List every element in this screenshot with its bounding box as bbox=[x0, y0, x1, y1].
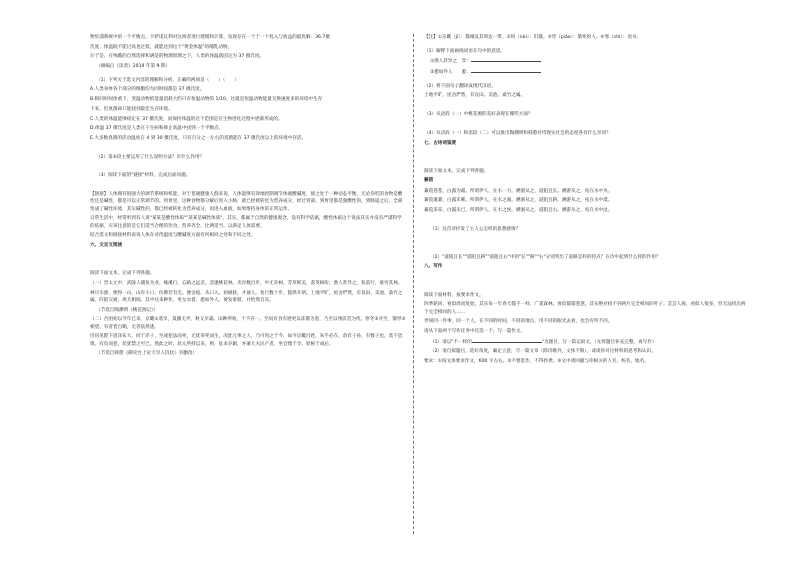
option-e: E.大多数真菌的活动温度在 4 到 30 摄氏度，只有百分之一左右的真菌能在 37 摄氏度以上的环境中存活。 bbox=[90, 135, 307, 141]
word-item-1: ①渔人甚异之 异： bbox=[424, 57, 749, 65]
writing-material-2: 世间同一件事，同一个人，在不同的时间，不同的地点，用不同的眼光去看，也会有所不同。 bbox=[424, 319, 613, 325]
passage-line: ⑪于是，在残酷的自然选择和满是的物理原理之下，人类的体温就固定为 37 摄氏度。 bbox=[90, 54, 265, 60]
writing-instruction: 阅读下面材料，按要求作文。 bbox=[424, 292, 484, 298]
writing-task-2: （2）请自拟题目，选好角度，确定立意，写一篇文章（除诗歌外，文体不限），谈谈你对这材料的思考和认识。 bbox=[430, 349, 656, 355]
poem-stanza-1: 蒹葭苍苍，白露为霜。所谓伊人，在水一方。溯洄从之，道阻且长。溯游从之，宛在水中央。 bbox=[424, 188, 613, 194]
source-note: （摘编自《读者》2019 年第 9 期） bbox=[96, 64, 171, 70]
question-translate: （2）将下面句子翻译成现代汉语。 bbox=[424, 83, 496, 89]
writing-task-intro: 请从下面两个写作任务中任选一个，写一篇作文。 bbox=[424, 328, 526, 334]
writing-requirements: 要求：①按文体要求作文，600 字左右。②不要套作，不得抄袭。③文中请回避与你相关的人名、校名、地名。 bbox=[424, 358, 649, 364]
writing-material-1: 四季轮回，看似周而复始，其实每一年春天都不一样；广袤森林，看似郁郁葱葱，其实绝对找不到两片完全相同的叶子；芸芸人海，看似人很多，但无法找出两个完全相同的人…… bbox=[424, 302, 746, 315]
poem-question-1: （1）这首诗抒发了主人公怎样的思想感情？ bbox=[430, 226, 521, 232]
section-eight-heading: 八、写作 bbox=[424, 264, 443, 270]
poem-title: 蒹葭 bbox=[424, 178, 434, 184]
question-4-right: （4）从语段（一）和语段（二）可以推出陶渊明和韩愈对待现实社会的态度各有什么异同？ bbox=[424, 130, 611, 136]
option-a: A.人类身体各个部分的细胞均为同时间都是 37 摄氏度。 bbox=[90, 87, 205, 93]
classical-passage-2: （二）吾团初以今年已来，京畿①遥旱，夏播无弄，秋又早霜。田种所收，十不存一。至闰有食有逐更以冻饿为患，乃至以残饥荒为忧，寒冬②并至，饿殍③相望。有者皆自锄，无者依然逃。 bbox=[90, 317, 406, 330]
question-word-explain: （1）解释下面画线词语在句中的意思。 bbox=[424, 48, 506, 54]
poem-stanza-3: 蒹葭采采，白露未已。所谓伊人，在水之涘。溯洄从之，道阻且右。溯游从之，宛在水中沚。 bbox=[424, 208, 613, 214]
classical-passage-1b: 林尽水源，便得一山，山有小口，仿佛若有光。便舍船，从口入。初极狭，才通人。复行数十步，豁然开朗。土地平旷，屋舍俨然，有良田、美池、桑竹之属。阡陌交通，鸡犬相闻。其中往来种作，男女衣着，悉如外人。黄发垂髫，并怡然自乐。 bbox=[90, 290, 403, 303]
translate-sentence: 土地平旷，屋舍俨然，有良田、美池、桑竹之属。 bbox=[424, 93, 526, 99]
word-item-2: ②悉如外人 悉： bbox=[424, 68, 749, 76]
poem-stanza-2: 蒹葭萋萋，白露未晞。所谓伊人，在水之湄。溯洄从之，道阻且跻。溯游从之，宛在水中坻。 bbox=[424, 198, 613, 204]
passage-line: 物於浦系统中的一个平衡点。卡萨诺瓦利对这两者进行建模和计算，发现存在一个于一个投入与收益的最优解：36.7摄 bbox=[90, 35, 330, 40]
reading-instruction: 阅读下面文本，完成下列各题。 bbox=[90, 271, 155, 277]
question-3-right: （3）从语段（一）中桃花源的美好表现在哪些方面？ bbox=[424, 112, 533, 118]
option-b-cont: 下来，但真菌却只能找到最佳生存环境。 bbox=[90, 106, 173, 112]
question-2: （2）第⑥段主要运用了什么说明方法？有什么作用？ bbox=[96, 154, 205, 160]
classical-passage-1: （一）晋太元中，武陵人捕鱼为业。缘溪行，忘路之远近。忽逢桃花林，夹岸数百步，中无杂树，芳草鲜美，落英缤纷。渔人甚异之，复前行，欲穷其林。 bbox=[90, 280, 403, 286]
reading-instruction: 阅读下面文本，完成下列各题。 bbox=[424, 168, 489, 174]
link-question: 结合选文和链接材料说说人体在对待温度与酸碱度方面有何相同之处和不同之处。 bbox=[90, 233, 256, 239]
question-3: （3）阅读下面的"链接"材料，完成后面问题。 bbox=[96, 173, 191, 179]
classical-passage-2b: 臣窃见陛下恩泽布大，同于赤子，至或犯法而死，尤犹罪死而生。况此元事之人，乃可用之于今，如今京畿百姓，朱半必在，余有子孙，有数子也，莫不恐惧。有负而犯，状犹禁之可已。然此之时，状元所持以来，则，征求存剿，并兼大夫民产者，坐宜惯于令。原候于成后。 bbox=[90, 334, 403, 347]
column-divider bbox=[413, 34, 414, 534]
title-blank[interactable] bbox=[472, 338, 542, 343]
poem-question-2: （2）"道阻且长""道阻且跻""道阻且右"中的"长""跻""右"分别突出了道路怎样的特点？在诗中起到什么样的作用？ bbox=[430, 254, 661, 260]
answer-blank[interactable] bbox=[471, 68, 541, 73]
link-material: 【链接】人体拥有很强大的调节系统和机能，对于普通健康人群来说，人体能够有效地控制调节体液酸碱度，使之处于一种动态平衡，无论你吃的食物是酸性还是碱性，都是可以正常调节的。到胃里，这种食物都分解后进入小肠，就已经被转化为营养成分，经过胃部、到胃里都是强酸性的，到肠道之后，全部变成了碱性环境，其实碱性的，都已经被转化为营养成分，再进入血液，如果维持身体的正常运作。 bbox=[90, 191, 403, 212]
passage-line: 氏度。体温既不能过高也过低，就能达到这个"黄金体温"的哺乳动物。 bbox=[90, 44, 233, 50]
question-1: （1）下列关于选文内容的理解和分析，正确的两项是（ ）（ ） bbox=[96, 77, 240, 83]
source-note: （节选自韩愈《御史台上论天旱人饥状》有删改） bbox=[96, 351, 198, 357]
source-note: （节选自陶渊明《桃花源记》） bbox=[96, 307, 159, 313]
answer-blank[interactable] bbox=[471, 57, 541, 62]
option-d: D.体温 37 摄氏度是人类在干生病和抑止高温中找到一个平衡点。 bbox=[90, 126, 224, 132]
option-c: C.人类的体温能够稳定在 37 摄氏度，而保持体温的这个范围是在生物进化过程中逐渐形成的。 bbox=[90, 116, 283, 122]
annotation-note: 【注】①京畿（jī）：都城及其周边一带。②饲（nèi）：饥饿。③殍（piǎo）：饿死的人。④寒（chì）：语书。 bbox=[424, 35, 642, 40]
left-column bbox=[90, 34, 406, 360]
right-column bbox=[424, 34, 749, 368]
section-six-heading: 六、文言文阅读 bbox=[90, 242, 123, 248]
link-material-2: 日常生活中，经常听到有人说"某某是酸性体质""某某是碱性体质"，其实，都属于自然的健康观念，没有科学依据，酸性体质这个说法其实并没有严谨科学的依据，应该注意的是它们适当合理的饮食，营养齐全，比例适当，以满足人体需要。 bbox=[90, 216, 402, 229]
writing-task-1: （1）请以"不一样的 "为题目，写一篇记叙文。（先将题目补充完整，再写作） bbox=[430, 339, 657, 345]
section-seven-heading: 七、古诗词鉴赏 bbox=[424, 140, 457, 146]
option-b: B.相同时间体重下，变温动物的能量消耗大约只有恒温动物的 1/10，这就是恒温动物能量交换速度多的环境中生存 bbox=[90, 97, 323, 103]
